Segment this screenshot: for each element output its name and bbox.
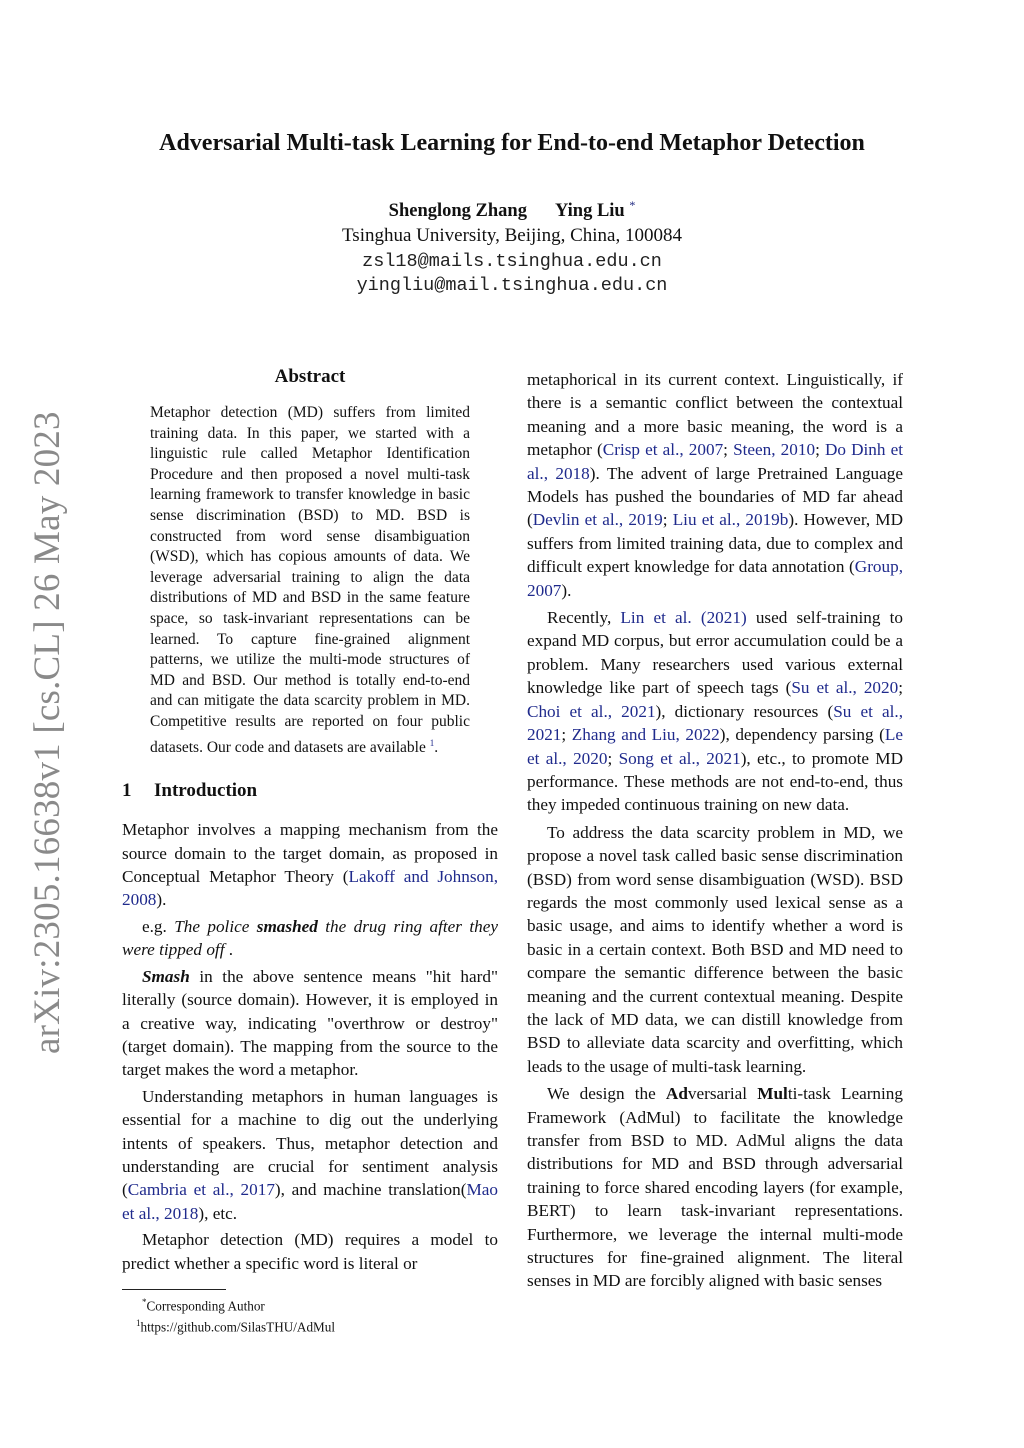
- citation-link[interactable]: Devlin et al., 2019: [532, 510, 663, 530]
- author-email[interactable]: zsl18@mails.tsinghua.edu.cn: [362, 251, 662, 272]
- text: ), dictionary resources (: [655, 701, 834, 721]
- arxiv-identifier-stamp: arXiv:2305.16638v1 [cs.CL] 26 May 2023: [27, 411, 68, 1054]
- text: used self-training to expand MD corpus, but error accumulation could be a problem. Many researchers used various external knowledge like part of speech tags (: [527, 608, 903, 698]
- author-email[interactable]: yingliu@mail.tsinghua.edu.cn: [356, 275, 668, 296]
- text: ).: [561, 580, 572, 600]
- footnote: [136, 1315, 502, 1336]
- text: the drug ring after they were tipped off: [122, 916, 498, 960]
- text: Metaphor involves a mapping mechanism from the source domain to the target domain, as proposed in Conceptual Metaphor Theory (: [122, 820, 498, 887]
- footnote-mark: 1: [136, 1317, 141, 1328]
- text: ), etc., to promote MD performance. These methods are not end-to-end, thus they impeded continuous training on new data.: [527, 748, 904, 815]
- text: ).: [156, 890, 167, 910]
- text: Ad: [665, 1084, 688, 1104]
- citation-link[interactable]: Lin et al. (2021): [620, 608, 747, 628]
- text: Mul: [757, 1084, 788, 1104]
- footnote-text: Corresponding Author: [146, 1298, 265, 1314]
- citation-link[interactable]: Su et al., 2021: [527, 701, 903, 745]
- text: in the above sentence means "hit hard" literally (source domain). However, it is employed in a creative way, indicating "overthrow or destroy" (target domain). The mapping from the source to the target makes the word a metaphor.: [122, 966, 498, 1080]
- text: .: [224, 940, 234, 960]
- affiliation: Tsinghua University, Beijing, China, 100084: [342, 225, 682, 246]
- text: The police: [174, 916, 257, 936]
- section-heading-introduction: [122, 780, 498, 802]
- paragraph: To address the data scarcity problem in MD, we propose a novel task called basic sense discrimination (BSD) from word sense disambiguation (WSD). BSD regards the most commonly used lexical sense as a basic usage, and aims to identify whether a word is basic in a certain context. Both BSD and MD need to compare the semantic difference between the basic meaning and the current contextual meaning. Despite the lack of MD data, we can distill knowledge from BSD to alleviate data scarcity and overfitting, which leads to the usage of multi-task learning.: [527, 822, 903, 1076]
- citation-link[interactable]: Choi et al., 2021: [527, 701, 656, 721]
- text: ;: [723, 440, 734, 460]
- paragraph: Metaphor detection (MD) requires a model to predict whether a specific word is literal or: [122, 1230, 498, 1273]
- footnote-mark: *: [142, 1297, 147, 1307]
- citation-link[interactable]: Su et al., 2020: [791, 678, 899, 698]
- author-list: [0, 198, 1024, 222]
- paper-title: Adversarial Multi-task Learning for End-to-end Metaphor Detection: [159, 130, 865, 156]
- text: Understanding metaphors in human languages is essential for a machine to dig out the underlying intents of speakers. Thus, metaphor detection and understanding are crucial for sentiment analysis (: [122, 1086, 498, 1200]
- citation-link[interactable]: Steen, 2010: [733, 440, 816, 460]
- text: Recently,: [547, 608, 621, 628]
- text: metaphorical in its current context. Linguistically, if there is a semantic conflict between the contextual meaning and a more basic meaning, the word is a metaphor (: [527, 370, 903, 460]
- text: We design the: [547, 1084, 666, 1104]
- citation-link[interactable]: Zhang and Liu, 2022: [571, 725, 720, 745]
- citation-link[interactable]: Crisp et al., 2007: [602, 440, 724, 460]
- text: ;: [898, 678, 903, 698]
- author-name: Ying Liu: [554, 201, 625, 222]
- paragraph: [527, 1082, 903, 1293]
- text: ;: [815, 440, 825, 460]
- paragraph: [122, 965, 498, 1082]
- text: e.g.: [142, 916, 175, 936]
- text: ), dependency parsing (: [719, 725, 885, 745]
- footnote-divider: [122, 1289, 226, 1290]
- citation-link[interactable]: Mao et al., 2018: [122, 1180, 498, 1223]
- citation-link[interactable]: Song et al., 2021: [618, 748, 741, 768]
- abstract-body-text: Metaphor detection (MD) suffers from limited training data. In this paper, we started with a linguistic rule called Metaphor Identification Procedure and then proposed a novel multi-task learning framework to transfer knowledge in basic sense discrimination (BSD) to MD. BSD is constructed from word sense disambiguation (WSD), which has copious amounts of data. We leverage adversarial training to align the data distributions of MD and BSD in the same feature space, so task-invariant representations can be learned. To capture fine-grained alignment patterns, we utilize the multi-mode structures of MD and BSD. Our method is totally end-to-end and can mitigate the data scarcity problem in MD. Competitive results are reported on four public datasets. Our code and datasets are available: [150, 404, 470, 756]
- abstract-heading: Abstract: [274, 366, 346, 387]
- example-sentence: [122, 915, 498, 962]
- citation-link[interactable]: Do Dinh et al., 2018: [527, 440, 904, 483]
- text: ;: [662, 510, 673, 530]
- text: ;: [561, 725, 572, 745]
- citation-link[interactable]: Cambria et al., 2017: [127, 1180, 275, 1200]
- text: ;: [607, 748, 619, 768]
- section-number: 1: [122, 780, 132, 802]
- text: ), etc.: [198, 1203, 238, 1223]
- section-title: Introduction: [154, 780, 258, 802]
- paragraph: [527, 606, 903, 817]
- corresponding-author-mark[interactable]: *: [629, 198, 636, 212]
- footnote: [142, 1294, 502, 1315]
- citation-link[interactable]: Lakoff and Johnson, 2008: [122, 867, 499, 910]
- text: ), and machine translation(: [274, 1180, 467, 1200]
- paragraph: [122, 1085, 498, 1225]
- text: ti-task Learning Framework (AdMul) to facilitate the knowledge transfer from BSD to MD. AdMul aligns the data distributions for MD and BSD through adversarial training to force shared encoding layers (for example, BERT) to learn task-invariant representations. Furthermore, we leverage the internal multi-mode structures for fine-grained alignment. The literal senses in MD are forcibly aligned with basic senses: [527, 1084, 903, 1291]
- citation-link[interactable]: Le et al., 2020: [527, 725, 904, 768]
- text: ). However, MD suffers from limited training data, due to complex and difficult expert knowledge for data annotation (: [527, 510, 903, 577]
- footnote-link[interactable]: 1: [429, 737, 435, 748]
- text: ). The advent of large Pretrained Language Models has pushed the boundaries of MD far ahead (: [527, 463, 903, 530]
- citation-link[interactable]: Liu et al., 2019b: [672, 510, 789, 530]
- footnotes: [136, 1294, 502, 1336]
- right-column: [527, 368, 903, 1293]
- author-name: Shenglong Zhang: [388, 201, 527, 222]
- text: versarial: [687, 1084, 758, 1104]
- paragraph: [527, 368, 903, 602]
- abstract-end: .: [434, 738, 439, 756]
- abstract-text: [150, 403, 470, 758]
- paragraph: [122, 818, 498, 912]
- left-column: [122, 366, 498, 1275]
- citation-link[interactable]: Group, 2007: [527, 557, 903, 600]
- text: smashed: [256, 916, 318, 936]
- text: Smash: [142, 966, 190, 986]
- footnote-url[interactable]: https://github.com/SilasTHU/AdMul: [140, 1319, 336, 1335]
